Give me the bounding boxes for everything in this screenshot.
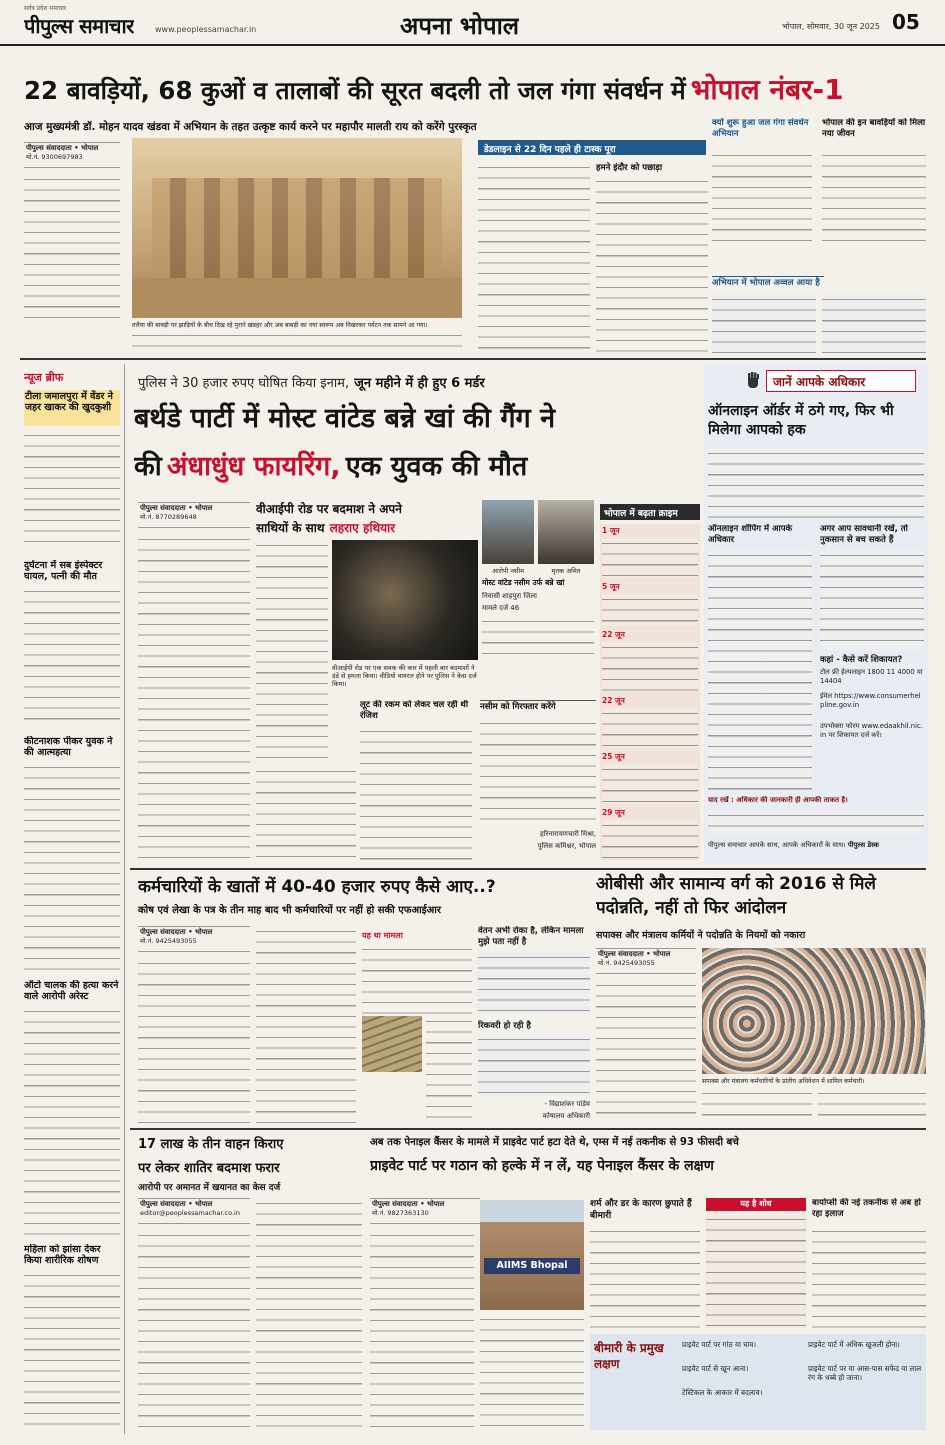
crime-column-2 bbox=[256, 766, 356, 862]
lead-subhead: आज मुख्यमंत्री डॉ. मोहन यादव खंडवा में अभियान के तहत उत्कृष्ट कार्य करने पर महापौर मालती राय को करेंगे पुरस्कृत bbox=[24, 121, 477, 133]
cancer-headline: प्राइवेट पार्ट पर गठान को हल्के में न लें, यह पेनाइल कैंसर के लक्षण bbox=[370, 1158, 714, 1174]
rights-footer-body bbox=[708, 810, 924, 834]
accused-photo bbox=[482, 500, 534, 564]
brief-item-5-body bbox=[24, 1270, 120, 1430]
brief-item-1-body bbox=[24, 430, 120, 550]
crime-byline bbox=[138, 502, 250, 528]
complain-item-3[interactable]: उपभोक्ता फोरम www.edaakhil.nic.in पर शिकायत दर्ज करें। bbox=[820, 722, 923, 739]
vip-photo-caption: वीआईपी रोड पर एक सवक की कार में पहली बार बदमाशों ने डंडे से हमला किया। वीडियो वायरल होने पर पुलिस ने केस दर्ज किया। bbox=[332, 664, 477, 688]
brief-divider bbox=[124, 364, 125, 1434]
arrest-head: नसीम को गिरफ्तार करेंगे bbox=[480, 700, 596, 714]
wanted-line-1: निवासी शाहपुरा जिला bbox=[482, 592, 537, 600]
wanted-line-2: मामले दर्ज 46 bbox=[482, 604, 520, 612]
salary-mobile: मो.नं. 9425493055 bbox=[140, 937, 197, 945]
symptom-4: प्राइवेट पार्ट में अधिक खुजली होना। bbox=[808, 1340, 900, 1349]
rights-left-list bbox=[708, 550, 812, 790]
crime-box bbox=[600, 524, 700, 860]
why-column bbox=[712, 150, 812, 250]
victim-photo bbox=[538, 500, 594, 564]
lead-column-4 bbox=[596, 176, 708, 354]
salary-byline bbox=[138, 926, 250, 952]
obc-byline-text: पीपुल्स संवाददाता • भोपाल bbox=[598, 950, 671, 958]
wanted-column bbox=[482, 616, 594, 656]
rights-panel bbox=[704, 364, 928, 864]
complain-head: कहां - कैसे करें शिकायत? bbox=[820, 655, 903, 665]
first-place-col-b bbox=[822, 294, 926, 354]
lead-column-1 bbox=[24, 174, 120, 326]
research-column bbox=[706, 1214, 806, 1328]
salary-box-col-2 bbox=[426, 1016, 472, 1122]
rights-headline: ऑनलाइन ऑर्डर में ठगे गए, फिर भी मिलेगा आपको हक bbox=[708, 403, 894, 438]
salary-headline: कर्मचारियों के खातों में 40-40 हजार रुपए कैसे आए..? bbox=[138, 877, 496, 897]
symptoms-label: बीमारी के प्रमुख लक्षण bbox=[594, 1341, 664, 1371]
symptoms-box bbox=[590, 1334, 926, 1430]
cancer-column-1 bbox=[370, 1230, 474, 1430]
issue-date: भोपाल, सोमवार, 30 जून 2025 bbox=[782, 22, 880, 31]
brief-item-3-body bbox=[24, 762, 120, 972]
enmity-head: लूट की रकम को लेकर चल रही थी रंजिश bbox=[360, 700, 469, 721]
obc-mobile: मो.नं. 9425493055 bbox=[598, 959, 655, 967]
crime-date-5: 25 जून bbox=[602, 752, 625, 761]
crime-date-1: 1 जून bbox=[602, 526, 620, 535]
symptom-2: प्राइवेट पार्ट से खून आना। bbox=[682, 1364, 749, 1373]
victim-label: मृतक अमित bbox=[551, 567, 581, 575]
vehicles-headline-2: पर लेकर शातिर बदमाश फरार bbox=[138, 1161, 280, 1176]
crime-box-head: भोपाल में बढ़ता क्राइम bbox=[600, 504, 700, 520]
crime-column-1 bbox=[138, 534, 250, 860]
crime-headline-1: बर्थडे पार्टी में मोस्ट वांटेड बन्ने खां की गैंग ने bbox=[134, 403, 556, 434]
obc-column-3 bbox=[818, 1088, 926, 1124]
salary-column-1 bbox=[138, 958, 250, 1124]
vehicles-email[interactable]: editor@peoplessamachar.co.in bbox=[140, 1209, 240, 1217]
brief-item-1-head: टीला जमालपुरा में वेंडर ने जहर खाकर की खुदकुशी bbox=[24, 390, 120, 426]
salary-column-2 bbox=[256, 926, 356, 1124]
arrest-sign-a: हरिनारायणचारी मिश्रा, bbox=[539, 830, 596, 838]
cancer-kicker: अब तक पेनाइल कैंसर के मामले में प्राइवेट पार्ट हटा देते थे, एम्स में नई तकनीक से 93 फीसदी बचे bbox=[370, 1137, 739, 1148]
enmity-column bbox=[360, 726, 472, 862]
arrest-column bbox=[480, 718, 596, 820]
cancer-mobile: मो.नं. 9827363130 bbox=[372, 1209, 429, 1217]
vip-column bbox=[256, 540, 328, 760]
masthead-logo: पीपुल्स समाचार bbox=[24, 14, 134, 38]
rights-right-list bbox=[820, 550, 924, 650]
accused-label: आरोपी नसीम bbox=[492, 567, 524, 575]
new-life-head: भोपाल की इन बावड़ियों को मिला नया जीवन bbox=[822, 118, 926, 139]
crime-mobile: मो.नं. 8770289648 bbox=[140, 513, 197, 521]
shame-head: शर्म और डर के कारण छुपाते हैं बीमारी bbox=[590, 1199, 692, 1221]
rights-footer-note: याद रखें : अधिकार की जानकारी ही आपकी ताकत है। bbox=[708, 796, 848, 804]
vehicles-byline bbox=[138, 1198, 250, 1224]
obc-crowd-photo bbox=[702, 948, 926, 1074]
crime-entry-4 bbox=[602, 708, 698, 748]
salary-byline-text: पीपुल्स संवाददाता • भोपाल bbox=[140, 928, 213, 936]
obc-byline bbox=[596, 948, 696, 974]
masthead-tagline: सर्वत्र प्रदेश समाचार bbox=[24, 5, 67, 12]
rights-left-head: ऑनलाइन शॉपिंग में आपके अधिकार bbox=[708, 524, 793, 545]
salary-subhead: कोष एवं लेखा के पत्र के तीन माह बाद भी कर्मचारियों पर नहीं हो सकी एफआईआर bbox=[138, 905, 441, 916]
rights-footer-line: पीपुल्स समाचार आपके साथ, आपके अधिकारों के साथ। bbox=[708, 841, 846, 849]
news-brief-label: न्यूज ब्रीफ bbox=[24, 371, 64, 384]
crime-entry-5 bbox=[602, 764, 698, 804]
salary-box-label: यह था मामला bbox=[362, 931, 403, 940]
rights-footer bbox=[708, 840, 924, 849]
research-label: यह है शोध bbox=[706, 1198, 806, 1211]
recovery-head: रिकवरी हो रही है bbox=[478, 1021, 531, 1031]
brief-item-4-body bbox=[24, 1006, 120, 1236]
aiims-sign: AIIMS Bhopal bbox=[484, 1258, 580, 1274]
lead-mobile: मो.नं. 9300697983 bbox=[26, 153, 83, 161]
arrest-sign-b: पुलिस कमिश्नर, भोपाल bbox=[537, 842, 596, 850]
cancer-byline bbox=[370, 1198, 480, 1224]
rights-footer-by: पीपुल्स डेस्क bbox=[847, 841, 879, 849]
symptom-3: टेस्टिकल के आकार में बदलाव। bbox=[682, 1388, 763, 1397]
symptom-5: प्राइवेट पार्ट पर या आस-पास सफेद या लाल रंग के धब्बे हो जाना। bbox=[808, 1364, 922, 1382]
vehicles-headline-1: 17 लाख के तीन वाहन किराए bbox=[138, 1137, 284, 1152]
crime-kicker bbox=[138, 372, 698, 391]
salary-sign-b: कोषालय अधिकारी bbox=[542, 1112, 590, 1120]
symptom-1: प्राइवेट पार्ट पर गांठ या घाव। bbox=[682, 1340, 757, 1349]
brief-item-3-head: कीटनाशक पीकर युवक ने की आत्महत्या bbox=[24, 736, 113, 758]
lead-headline bbox=[24, 70, 924, 114]
indore-head: हमने इंदौर को पछाड़ा bbox=[596, 163, 663, 173]
crime-date-3: 22 जून bbox=[602, 630, 625, 639]
pending-head: वेतन अभी रोका है, लेकिन मामला मुझे पता नहीं है bbox=[478, 926, 584, 947]
vip-road-box bbox=[256, 500, 476, 536]
obc-subhead: सपाक्स और मंत्रालय कर्मियों ने पदोन्नति के नियमों को नकारा bbox=[596, 930, 806, 941]
crime-headline-2c: एक युवक की मौत bbox=[345, 451, 528, 482]
cancer-column-2 bbox=[480, 1314, 584, 1430]
first-place-head: अभियान में भोपाल अव्वल आया है bbox=[712, 276, 824, 290]
section-divider-1 bbox=[20, 358, 926, 360]
stepwell-caption: तलैया की बाबड़ी पर झाड़ियों के बीच दिख रहे पुराने खंडहर और अब बाबड़ी का नया स्वरूप अब निखरकर पर्यटन तक सामने आ गया। bbox=[132, 322, 428, 329]
crime-date-6: 29 जून bbox=[602, 808, 625, 817]
crime-headline-2a: की bbox=[134, 451, 162, 482]
vehicles-column-2 bbox=[256, 1198, 362, 1430]
brief-item-5-head: महिला को झांसा देकर किया शारीरिक शोषण bbox=[24, 1244, 101, 1266]
lead-byline bbox=[24, 142, 120, 168]
first-place-col-a bbox=[712, 294, 816, 354]
brief-item-2-head: दुर्घटना में सब इंस्पेक्टर घायल, पत्नी की मौत bbox=[24, 560, 103, 582]
obc-photo-caption: सपाक्स और मंत्रालय कर्मचारियों के प्रांतीय अधिवेशन में शामिल कर्मचारी। bbox=[702, 1078, 865, 1085]
crime-entry-6 bbox=[602, 820, 698, 858]
pending-col bbox=[478, 952, 590, 1014]
crime-byline-text: पीपुल्स संवाददाता • भोपाल bbox=[140, 504, 213, 512]
vehicles-byline-text: पीपुल्स संवाददाता • भोपाल bbox=[140, 1200, 213, 1208]
biopsy-column bbox=[812, 1226, 926, 1328]
crime-date-4: 22 जून bbox=[602, 696, 625, 705]
salary-sign-a: - विद्याशंकर पांडेय bbox=[544, 1100, 590, 1108]
vip-head-a: वीआईपी रोड पर बदमाश ने अपने bbox=[256, 502, 402, 516]
cancer-byline-text: पीपुल्स संवाददाता • भोपाल bbox=[372, 1200, 445, 1208]
shame-column bbox=[590, 1226, 700, 1328]
crime-kicker-b: जून महीने में ही हुए 6 मर्डर bbox=[354, 376, 485, 391]
rights-right-head: अगर आप सावधानी रखें, तो नुकसान से बच सकते हैं bbox=[820, 524, 908, 545]
why-head: क्यों शुरू हुआ जल गंगा संवर्धन अभियान bbox=[712, 118, 809, 139]
complain-item-2[interactable]: ईमेल https://www.consumerhelpline.gov.in bbox=[820, 692, 921, 709]
crime-entry-1 bbox=[602, 538, 698, 578]
lead-byline-text: पीपुल्स संवाददाता • भोपाल bbox=[26, 144, 99, 152]
lead-headline-highlight: भोपाल नंबर-1 bbox=[690, 73, 844, 106]
vip-head-b: साथियों के साथ bbox=[256, 521, 325, 535]
crime-headline-2b: अंधाधुंध फायरिंग, bbox=[166, 451, 341, 482]
crime-entry-2 bbox=[602, 594, 698, 626]
crime-entry-3 bbox=[602, 642, 698, 692]
biopsy-head: बायोप्सी की नई तकनीक से अब हो रहा इलाज bbox=[812, 1198, 921, 1219]
obc-headline: ओबीसी और सामान्य वर्ग को 2016 से मिले पदोन्नति, नहीं तो फिर आंदोलन bbox=[596, 874, 876, 918]
news-brief-column bbox=[24, 390, 120, 1430]
crime-headline-2 bbox=[134, 446, 698, 483]
masthead-url[interactable]: www.peoplessamachar.in bbox=[155, 25, 257, 34]
brief-item-2-body bbox=[24, 586, 120, 728]
vip-road-photo bbox=[332, 540, 478, 660]
obc-column-1 bbox=[596, 980, 696, 1122]
stepwell-photo bbox=[132, 138, 462, 318]
rights-label: जानें आपके अधिकार bbox=[766, 370, 916, 392]
recovery-col bbox=[478, 1034, 590, 1096]
new-life-column bbox=[822, 150, 926, 250]
section-divider-3 bbox=[130, 1128, 926, 1130]
raised-fist-icon bbox=[744, 370, 762, 390]
lead-headline-main: 22 बावड़ियों, 68 कुओं व तालाबों की सूरत बदली तो जल गंगा संवर्धन में bbox=[24, 76, 686, 105]
vehicles-column-1 bbox=[138, 1230, 250, 1430]
crime-date-2: 5 जून bbox=[602, 582, 620, 591]
salary-box-col bbox=[362, 944, 472, 1014]
obc-column-2 bbox=[702, 1088, 812, 1124]
deadline-tag: डेडलाइन से 22 दिन पहले ही टास्क पूरा bbox=[478, 140, 706, 155]
vehicles-subhead: आरोपी पर अमानत में खयानत का केस दर्ज bbox=[138, 1183, 281, 1193]
section-title: अपना भोपाल bbox=[400, 12, 520, 40]
crime-kicker-a: पुलिस ने 30 हजार रुपए घोषित किया इनाम, bbox=[138, 376, 350, 391]
complain-item-1: टोल फ्री हेल्पलाइन 1800 11 4000 या 14404 bbox=[820, 668, 923, 685]
vip-head-c: लहराए हथियार bbox=[329, 521, 396, 535]
section-divider-2 bbox=[130, 868, 926, 870]
wanted-head: मोस्ट वांटेड नसीम उर्फ बन्ने खां bbox=[482, 578, 565, 587]
page-number: 05 bbox=[892, 10, 920, 34]
lead-column-2 bbox=[132, 330, 462, 354]
aiims-photo bbox=[480, 1200, 584, 1310]
masthead bbox=[0, 0, 945, 46]
brief-item-4-head: ऑटो चालक की हत्या करने वाले आरोपी अरेस्ट bbox=[24, 980, 119, 1002]
cash-photo bbox=[362, 1016, 422, 1072]
rights-intro bbox=[708, 448, 924, 518]
lead-column-3 bbox=[478, 162, 590, 354]
